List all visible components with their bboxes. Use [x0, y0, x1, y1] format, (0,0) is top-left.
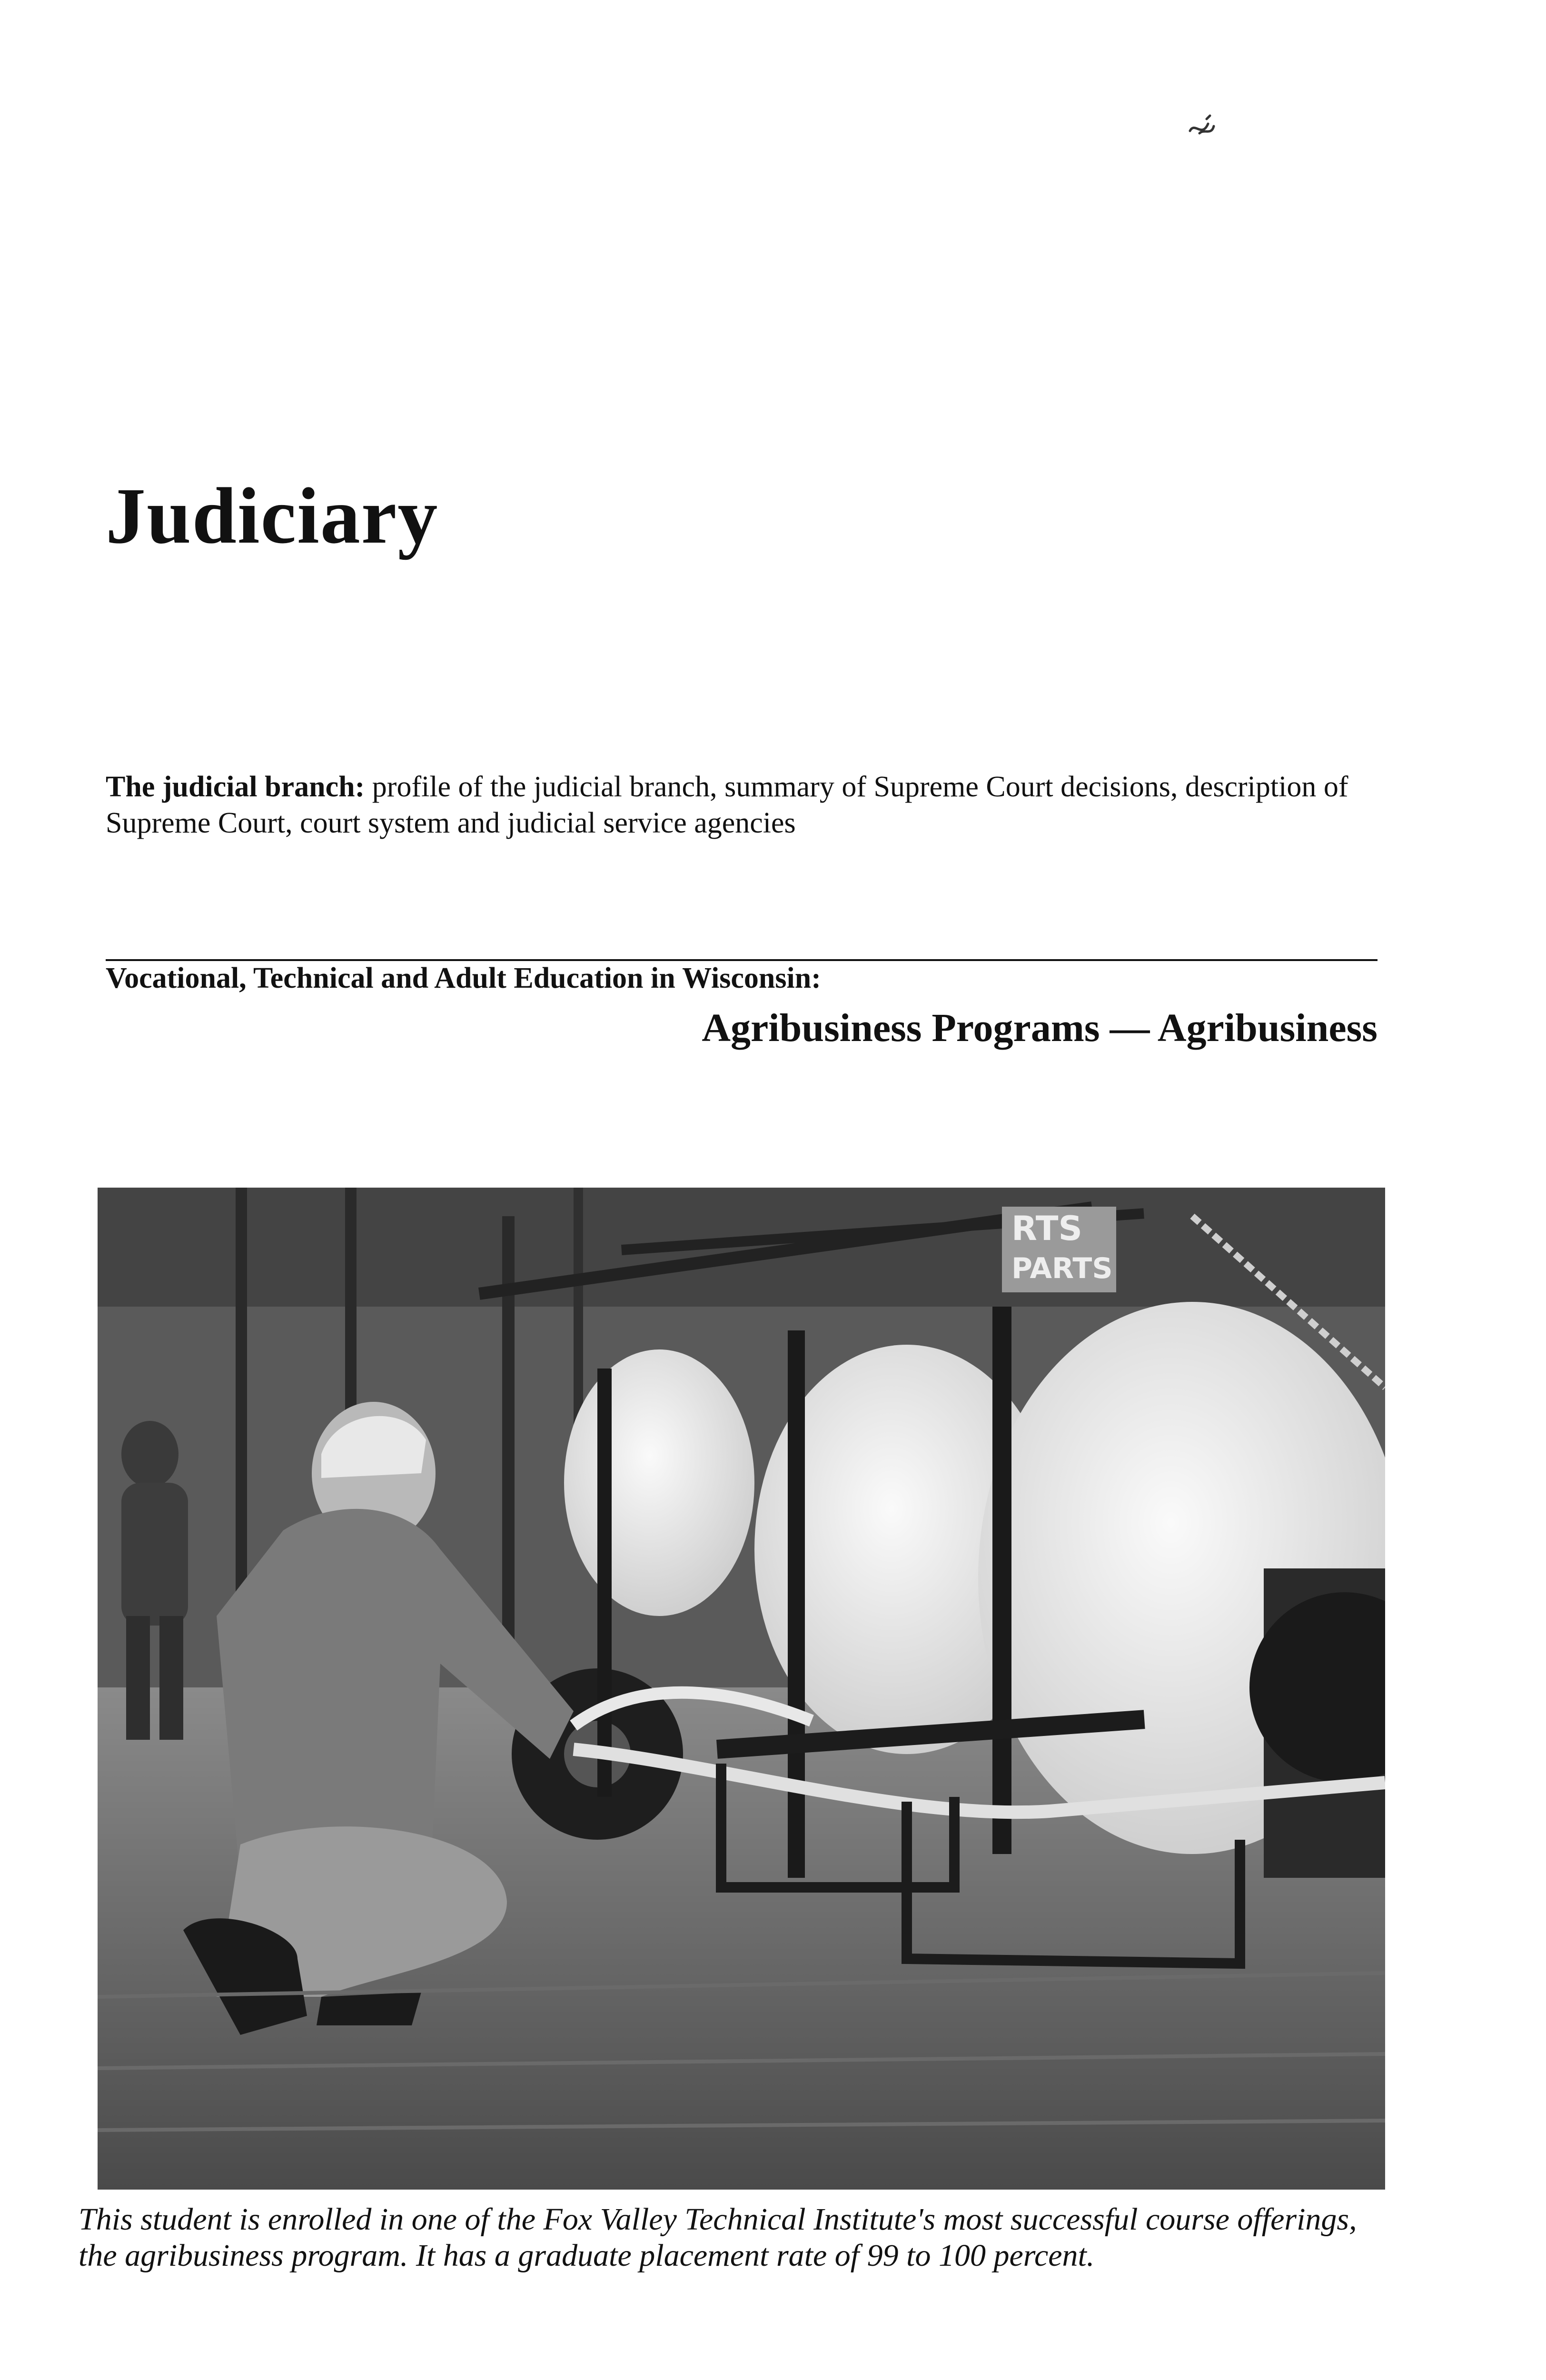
corner-ink-mark-icon [1185, 112, 1219, 145]
page-title: Judiciary [106, 472, 439, 560]
photo-caption: This student is enrolled in one of the Fox Valley Technical Institute's most successful course offerings, the agribusiness program. It has a graduate placement rate of 99 to 100 percent. [79, 2202, 1357, 2273]
parts-sign-text: RTS [1011, 1209, 1082, 1248]
program-label: Agribusiness Programs — Agribusiness [702, 1006, 1378, 1050]
series-label: Vocational, Technical and Adult Education in Wisconsin: [106, 962, 821, 994]
description-lead: The judicial branch: [106, 771, 365, 803]
description-text: profile of the judicial branch, summary of Supreme Court decisions, description of Supreme Court, court system and judicial service agencies [106, 771, 1348, 839]
svg-text:PARTS: PARTS [1011, 1252, 1113, 1285]
section-description [106, 769, 1381, 841]
agribusiness-photo [98, 1188, 1385, 2190]
